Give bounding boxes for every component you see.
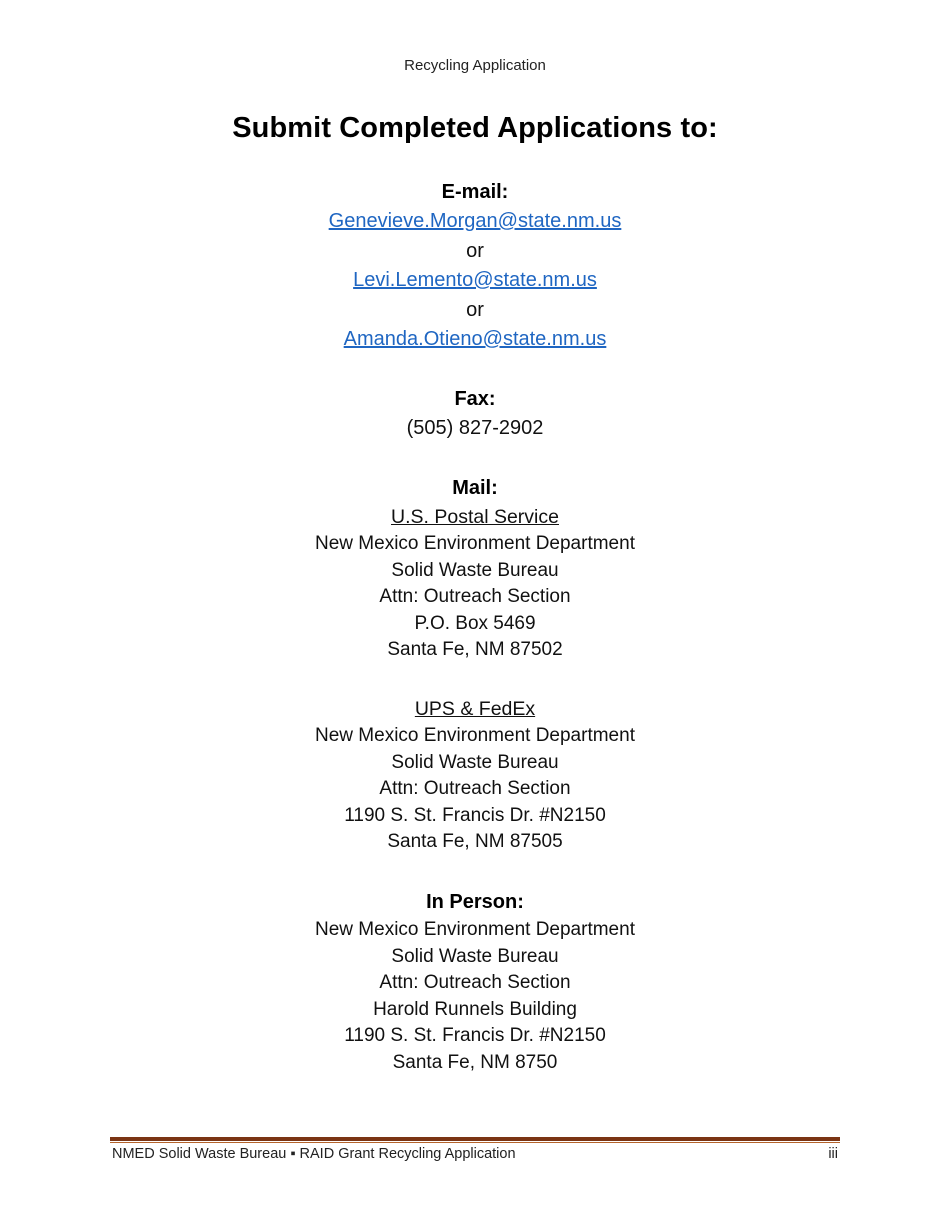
footer-rule (110, 1137, 840, 1141)
in-person-section (0, 887, 950, 1076)
address-line: New Mexico Environment Department (315, 919, 635, 940)
mail-section (0, 473, 950, 664)
running-header: Recycling Application (404, 57, 546, 74)
mail-heading: Mail: (452, 477, 498, 499)
usps-label: U.S. Postal Service (391, 506, 559, 528)
in-person-heading: In Person: (426, 891, 524, 913)
address-line: Solid Waste Bureau (391, 751, 559, 773)
address-line: Attn: Outreach Section (379, 778, 571, 799)
fax-heading: Fax: (454, 388, 496, 410)
fax-section (0, 384, 950, 444)
fax-number: (505) 827-2902 (406, 417, 544, 439)
address-line: P.O. Box 5469 (414, 612, 536, 634)
email-link-genevieve[interactable]: Genevieve.Morgan@state.nm.us (328, 210, 622, 232)
ups-fedex-label: UPS & FedEx (414, 698, 536, 720)
footer-rule-accent (110, 1142, 840, 1143)
address-line: 1190 S. St. Francis Dr. #N2150 (344, 804, 606, 826)
address-line: New Mexico Environment Department (315, 533, 635, 554)
address-line: Solid Waste Bureau (391, 945, 559, 967)
address-line: Santa Fe, NM 87502 (387, 639, 563, 660)
address-line: Santa Fe, NM 87505 (387, 831, 563, 852)
address-line: Harold Runnels Building (373, 998, 577, 1020)
address-line: New Mexico Environment Department (315, 725, 635, 746)
page-number: iii (828, 1146, 838, 1162)
address-line: Santa Fe, NM 8750 (392, 1051, 558, 1073)
email-section (0, 177, 950, 355)
ups-fedex-section (0, 695, 950, 856)
address-line: Attn: Outreach Section (379, 972, 571, 993)
address-line: 1190 S. St. Francis Dr. #N2150 (344, 1025, 606, 1046)
address-line: Attn: Outreach Section (379, 586, 571, 607)
footer-text: NMED Solid Waste Bureau ▪ RAID Grant Recycling Application (112, 1146, 516, 1162)
or-separator: or (466, 239, 484, 262)
or-separator: or (466, 298, 484, 321)
page-title: Submit Completed Applications to: (232, 112, 718, 144)
email-link-levi[interactable]: Levi.Lemento@state.nm.us (353, 269, 597, 291)
email-heading: E-mail: (441, 181, 509, 203)
email-link-amanda[interactable]: Amanda.Otieno@state.nm.us (343, 328, 607, 350)
address-line: Solid Waste Bureau (391, 559, 559, 581)
